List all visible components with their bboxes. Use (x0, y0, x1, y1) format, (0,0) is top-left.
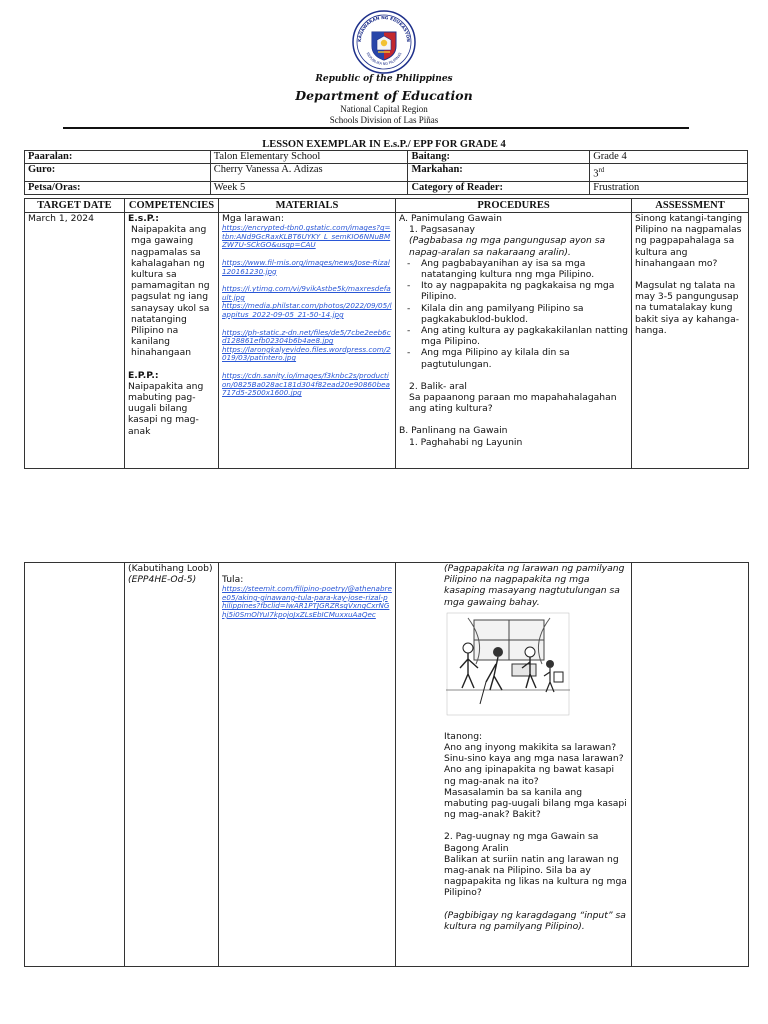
date-label: Petsa/Oras: (25, 181, 211, 194)
itanong-label: Itanong: (444, 730, 483, 742)
procedure-a1-heading: 1. Pagsasanay (409, 224, 475, 236)
materials-label: Tula: (222, 574, 244, 585)
procedure-picture-note: (Pagpapakita ng larawan ng pamilyang Pilipino na nagpapakita ng mga kasaping masayang nagtutulungan sa mga gawaing bahay. (444, 563, 625, 608)
question-item: Ano ang ipinapakita ng bawat kasapi ng mag-anak na ito? (444, 764, 615, 787)
target-date-cell: March 1, 2024 (25, 213, 125, 469)
assessment-cell (632, 213, 749, 469)
info-row (25, 164, 748, 182)
competencies-cell (125, 563, 219, 967)
column-header-target-date: TARGET DATE (25, 199, 125, 213)
table-row (25, 213, 749, 469)
material-link[interactable]: https://encrypted-tbn0.gstatic.com/images?q=tbn:ANd9GcRaxKLBT6UYKY_L_semKIO6NNuBMZW7U-SCkGO&usqp=CAU (222, 223, 391, 250)
republic-heading: Republic of the Philippines (315, 74, 453, 84)
region-heading: National Capital Region (340, 104, 428, 114)
lesson-plan-table-continued (24, 562, 749, 967)
materials-cell (219, 563, 396, 967)
epp-competency: Naipapakita ang mabuting pag-uugali bilang kasapi ng mag-anak (128, 380, 204, 437)
competency-code: (EPP4HE-Od-5) (128, 574, 197, 586)
question-item: Ano ang inyong makikita sa larawan? (444, 742, 617, 754)
list-item: - Ang mga Pilipino ay kilala din sa pagtutulungan. (421, 347, 628, 369)
procedure-a-heading: A. Panimulang Gawain (399, 213, 502, 224)
page-title: LESSON EXEMPLAR IN E.s.P./ EPP FOR GRADE 4 (262, 139, 506, 150)
quarter-suffix: rd (598, 166, 605, 174)
list-item: - Ang pagbabayanihan ay isa sa mga natatanging kultura nng mga Pilipino. (421, 258, 628, 280)
procedures-cell (396, 213, 632, 469)
material-link[interactable]: https://larongkalyevideo.files.wordpress.com/2019/03/patintero.jpg (222, 344, 391, 363)
school-label: Paaralan: (25, 151, 211, 164)
procedure-b-heading: B. Panlinang na Gawain (399, 425, 508, 437)
procedure-2-note: (Pagbibigay ng karagdagang “input” sa kultura ng pamilyang Pilipino). (444, 909, 626, 932)
material-link[interactable]: https://media.philstar.com/photos/2022/09/05/lappitus_2022-09-05_21-50-14.jpg (222, 301, 392, 319)
drill-sentence-list (399, 258, 628, 370)
column-header-competencies: COMPETENCIES (125, 199, 219, 213)
procedure-a1-note: (Pagbabasa ng mga pangungusap ayon sa napag-aralan sa nakaraang aralin). (409, 235, 606, 258)
column-header-assessment: ASSESSMENT (632, 199, 749, 213)
lesson-plan-table (24, 198, 749, 469)
info-row (25, 151, 748, 164)
teacher-label: Guro: (25, 164, 211, 182)
table-row (25, 563, 749, 967)
procedure-2-text: Balikan at suriin natin ang larawan ng mag-anak na Pilipino. Sila ba ay nagpapakita ng likas na kultura ng mga Pilipino? (444, 853, 627, 899)
list-item: - Ito ay nagpapakita ng pagkakaisa ng mga Pilipino. (421, 280, 628, 302)
material-link[interactable]: https://steemit.com/filipino-poetry/@athenabree05/aking-ginawang-tula-para-kay-jose-rizal-philippines?fbclid=IwAR1PTJGRZRsqVxnqCxrNGhj5i0SmOlYuI7kpojoJxZLsEbICMuxxuAaQec (222, 584, 392, 619)
list-item: - Ang ating kultura ay pagkakakilanlan natting mga Pilipino. (421, 325, 628, 347)
deped-seal-logo (352, 10, 416, 74)
grade-value: Grade 4 (590, 151, 748, 164)
table-header-row (25, 199, 749, 213)
procedure-b1-heading: 1. Paghahabi ng Layunin (409, 436, 523, 448)
reader-label: Category of Reader: (408, 181, 590, 194)
info-row (25, 181, 748, 194)
lesson-info-table (24, 150, 748, 195)
question-item: Masasalamin ba sa kanila ang mabuting pag-uugali bilang mga kasapi ng mag-anak? Bakit? (444, 786, 627, 821)
assessment-cell (632, 563, 749, 967)
list-item: - Kilala din ang pamilyang Pilipino sa pagkakabuklod-buklod. (421, 303, 628, 325)
quarter-number: 3 (593, 168, 599, 180)
assessment-question: Sinong katangi-tanging Pilipino na nagpamalas ng pagpapahalaga sa kultura ang hinahangaan mo? (635, 213, 743, 269)
division-heading: Schools Division of Las Piñas (329, 115, 439, 125)
teacher-value: Cherry Vanessa A. Adizas (210, 164, 408, 182)
grade-label: Baitang: (408, 151, 590, 164)
quarter-value (590, 164, 748, 182)
material-link[interactable]: https://ph-static.z-dn.net/files/de5/7cbe2eeb6cd128861efb02304b6b4ae8.jpg (222, 327, 391, 346)
department-heading: Department of Education (295, 88, 473, 103)
question-item: Sinu-sino kaya ang mga nasa larawan? (444, 753, 624, 765)
quarter-label: Markahan: (408, 164, 590, 182)
assessment-task: Magsulat ng talata na may 3-5 pangungusap na tumatalakay kung bakit siya ay kahanga-hanga. (635, 280, 740, 336)
material-link[interactable]: https://cdn.sanity.io/images/f3knbc2s/production/0825Ba028ac181d304f82ead20e90860bea717d5-2500x1600.jpg (222, 370, 390, 398)
epp-label: E.P.P.: (128, 369, 159, 381)
column-header-procedures: PROCEDURES (396, 199, 632, 213)
procedure-2-heading: 2. Pag-uugnay ng mga Gawain sa Bagong Aralin (444, 831, 599, 854)
materials-label: Mga larawan: (222, 213, 284, 224)
reader-value: Frustration (590, 181, 748, 194)
school-value: Talon Elementary School (210, 151, 408, 164)
seal-text-top: KAGAWARAN NG EDUKASYON (357, 15, 411, 43)
seal-text-bottom: REPUBLIKA NG PILIPINAS (365, 51, 403, 67)
esp-competency: Naipapakita ang mga gawaing nagpamalas sa kahalagahan ng kultura sa pamamagitan ng pagsulat ng iang sanaysay ukol sa natatanging Pilipino na kanilang hinahangaan (131, 224, 210, 359)
header-divider (63, 127, 689, 129)
esp-label: E.s.P.: (128, 213, 159, 224)
week-value: Week 5 (210, 181, 408, 194)
material-link[interactable]: https://i.ytimg.com/vi/9vikAstbe5k/maxresdefault.jpg (222, 284, 391, 302)
procedures-cell (396, 563, 632, 967)
family-chores-illustration (446, 612, 570, 716)
target-date-cell (25, 563, 125, 967)
procedure-a2-heading: 2. Balik- aral (409, 380, 467, 392)
procedure-a2-text: Sa papaanong paraan mo mapahahalagahan ang ating kultura? (409, 392, 617, 415)
column-header-materials: MATERIALS (219, 199, 396, 213)
competencies-cell (125, 213, 219, 469)
materials-cell (219, 213, 396, 469)
competency-continued: (Kabutihang Loob) (128, 563, 213, 574)
material-link[interactable]: https://www.fil-mis.org/images/news/Jose-Rizal120161230.jpg (222, 257, 390, 276)
